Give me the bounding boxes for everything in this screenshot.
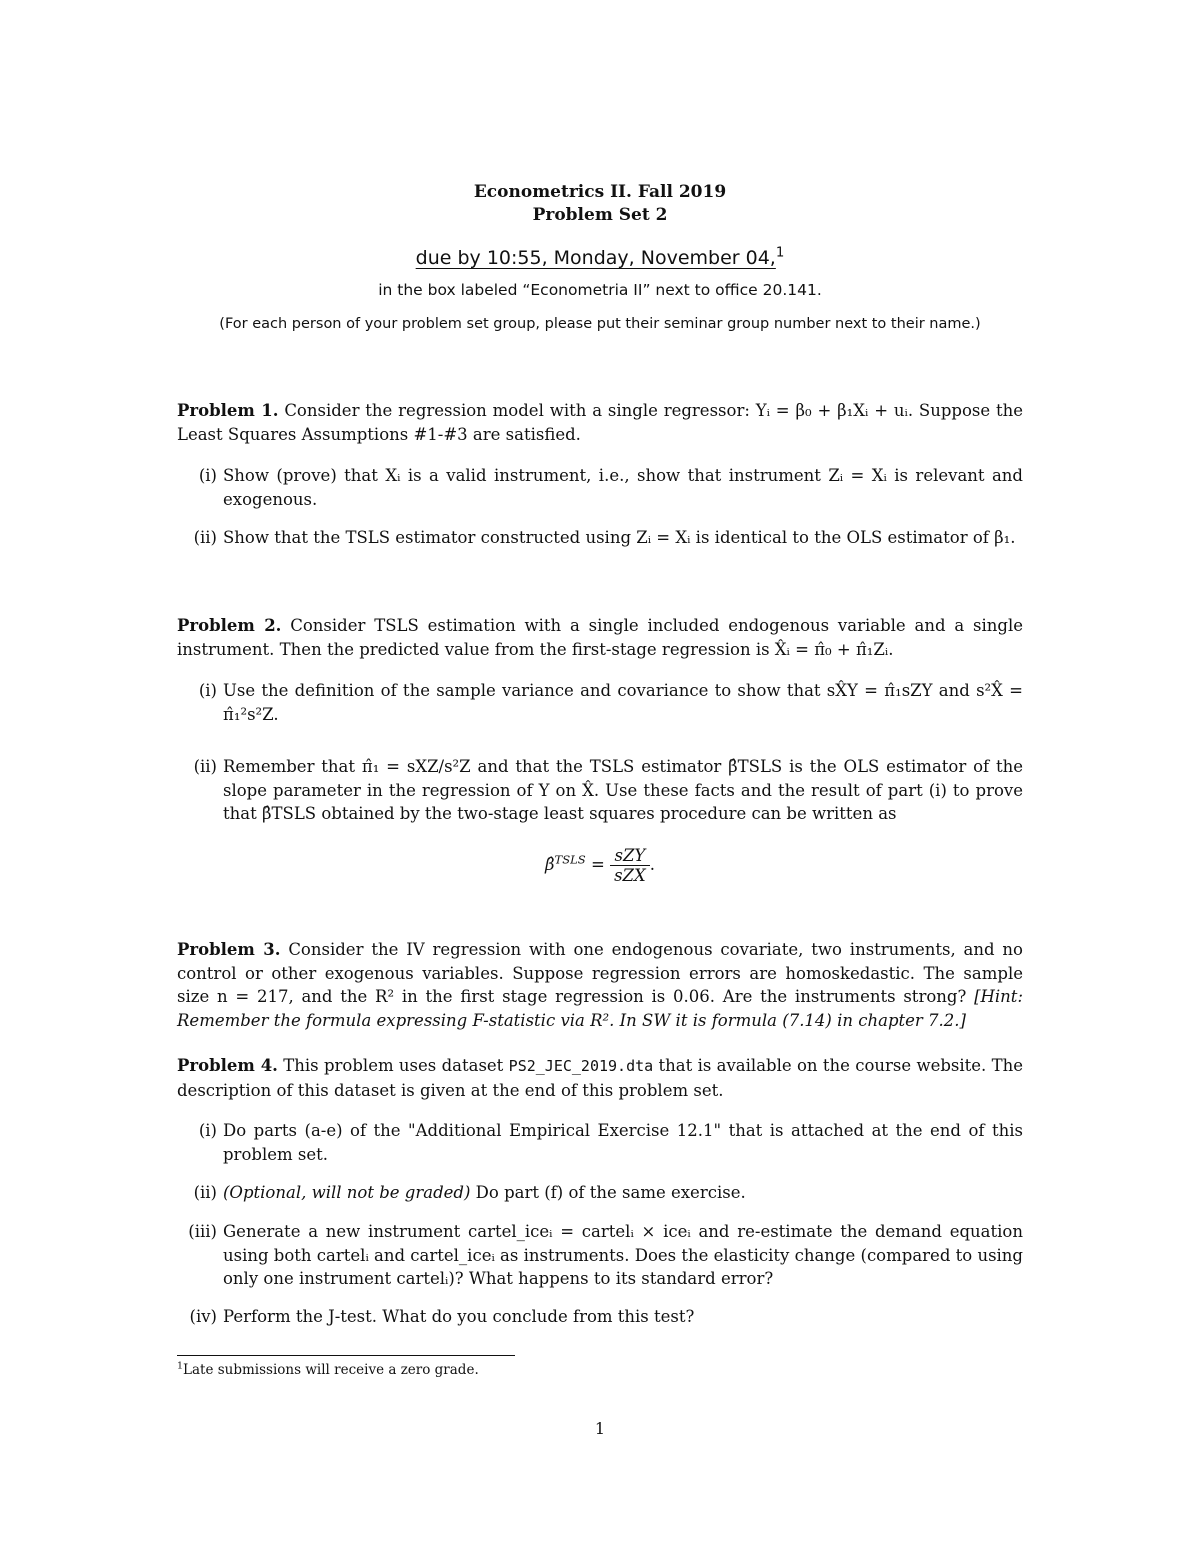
tsls-formula: β̂$^{TSLS}$ = $\frac{\text{sZY}}{\text{sZX}}$ .: [544, 846, 655, 885]
formula-numerator: sZY: [610, 846, 650, 866]
item-text: Remember that π̂₁ = sXZ/s²Z and that the TSLS estimator β̂TSLS is the OLS estimator of the slope parameter in the regression of Y on X̂. Use these facts and the result of part (i) to prove that β̂TSLS obtained by the two-stage least squares procedure can be written as: [223, 757, 1023, 823]
item-text: Show (prove) that Xᵢ is a valid instrument, i.e., show that instrument Zᵢ = Xᵢ is relevant and exogenous.: [223, 466, 1023, 509]
item-label: (ii): [193, 528, 217, 547]
item-label: (iv): [189, 1307, 217, 1326]
problem-3-text: Consider the IV regression with one endogenous covariate, two instruments, and no control or other exogenous variables. Suppose regression errors are homoskedastic. The sample size n = 217, and the R² in the first stage regression is 0.06. Are the instruments strong?: [177, 940, 1023, 1006]
item-optional-note: (Optional, will not be graded): [223, 1183, 471, 1202]
item-text: Do part (f) of the same exercise.: [475, 1183, 746, 1202]
item-label: (i): [198, 681, 217, 700]
submission-location: in the box labeled “Econometria II” next to office 20.141.: [378, 281, 822, 299]
problem-4-label: Problem 4.: [177, 1056, 278, 1075]
problem-2-label: Problem 2.: [177, 616, 282, 635]
problem-1-label: Problem 1.: [177, 401, 279, 420]
item-label: (ii): [193, 757, 217, 776]
item-label: (i): [198, 466, 217, 485]
item-label: (i): [198, 1121, 217, 1140]
problem-3-hint: [Hint: Remember the formula expressing F-statistic via R². In SW it is formula (7.14) in chapter 7.2.]: [177, 987, 1023, 1030]
problem-4-text-a: This problem uses dataset: [283, 1056, 504, 1075]
problem-1-text: Consider the regression model with a single regressor: Yᵢ = β₀ + β₁Xᵢ + uᵢ. Suppose the Least Squares Assumptions #1-#3 are satisfied.: [177, 401, 1024, 444]
item-label: (ii): [193, 1183, 217, 1202]
due-date-text: due by 10:55, Monday, November 04,: [415, 247, 776, 269]
item-text-wrapper: [223, 1181, 1023, 1205]
problem-4-intro: [177, 1054, 1023, 1102]
footnote-text: Late submissions will receive a zero grade.: [183, 1362, 479, 1378]
formula-lhs: β̂: [544, 855, 555, 874]
problem-2-intro: [177, 614, 1023, 661]
formula-denominator: sZX: [614, 866, 646, 885]
item-text: Perform the J-test. What do you conclude from this test?: [223, 1307, 695, 1326]
item-label: (iii): [188, 1222, 217, 1241]
footnote-mark: 1: [177, 1360, 184, 1372]
problem-3-intro: [177, 938, 1023, 1032]
problem-set-title: Problem Set 2: [532, 205, 668, 225]
due-date: [0, 247, 1200, 269]
problem-4-text-b: that is available on the course website. The description of this dataset is given at the end of this problem set.: [177, 1056, 1024, 1100]
item-text: Generate a new instrument cartel_iceᵢ = cartelᵢ × iceᵢ and re-estimate the demand equation using both cartelᵢ and cartel_iceᵢ as instruments. Does the elasticity change (compared to using only one instrument cartelᵢ)? What happens to its standard error?: [223, 1222, 1023, 1288]
footnote: [177, 1362, 479, 1378]
problem-2-text: Consider TSLS estimation with a single included endogenous variable and a single instrument. Then the predicted value from the first-stage regression is X̂ᵢ = π̂₀ + π̂₁Zᵢ.: [177, 616, 1023, 659]
item-text: Use the definition of the sample variance and covariance to show that sX̂Y = π̂₁sZY and s²X̂ = π̂₁²s²Z.: [223, 681, 1023, 724]
formula-fraction: [610, 846, 650, 885]
item-text: Do parts (a-e) of the "Additional Empirical Exercise 12.1" that is attached at the end of this problem set.: [223, 1121, 1023, 1164]
formula-lhs-sup: TSLS: [554, 852, 586, 867]
course-title: Econometrics II. Fall 2019: [473, 182, 727, 202]
group-note: (For each person of your problem set group, please put their seminar group number next to their name.): [219, 316, 981, 332]
item-text: Show that the TSLS estimator constructed using Zᵢ = Xᵢ is identical to the OLS estimator of β₁.: [223, 528, 1016, 547]
footnote-rule: [177, 1355, 515, 1356]
problem-3-label: Problem 3.: [177, 940, 281, 959]
problem-1-intro: [177, 399, 1023, 446]
dataset-name: PS2_JEC_2019.dta: [508, 1057, 654, 1075]
footnote-ref: 1: [775, 245, 785, 261]
page-number: 1: [594, 1419, 606, 1438]
